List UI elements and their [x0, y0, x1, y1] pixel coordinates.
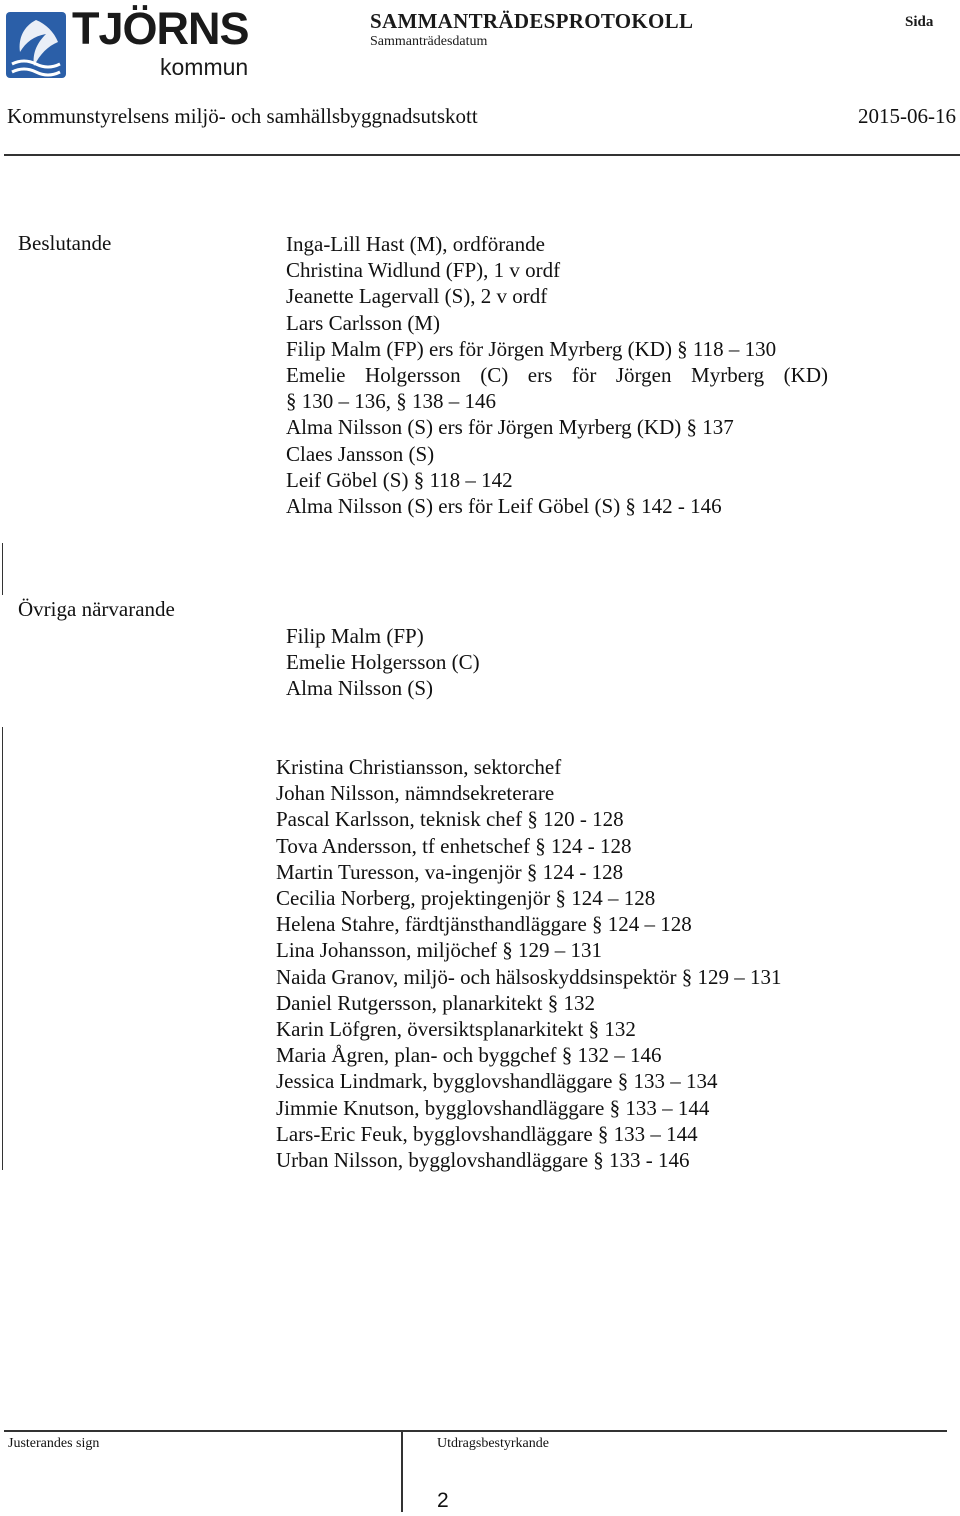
- ovriga-officials-list: [276, 754, 782, 1173]
- signature-label: Justerandes sign: [8, 1436, 100, 1451]
- beslutande-list: [286, 231, 828, 519]
- list-item: Jessica Lindmark, bygglovshandläggare § 133 – 134: [276, 1069, 718, 1094]
- logo-subtitle: kommun: [160, 54, 249, 80]
- extract-certification-label: Utdragsbestyrkande: [437, 1436, 549, 1451]
- list-item: Kristina Christiansson, sektorchef: [276, 755, 562, 779]
- list-item: Claes Jansson (S): [286, 441, 435, 466]
- list-item: Cecilia Norberg, projektingenjör § 124 – 128: [276, 886, 656, 911]
- committee-name: Kommunstyrelsens miljö- och samhällsbyggnadsutskott: [7, 104, 478, 128]
- list-item: Karin Löfgren, översiktsplanarkitekt § 132: [276, 1017, 636, 1042]
- logo-wordmark: TJÖRNS: [72, 3, 249, 54]
- list-item: Lars-Eric Feuk, bygglovshandläggare § 133 – 144: [276, 1121, 698, 1146]
- list-item: Jeanette Lagervall (S), 2 v ordf: [286, 284, 548, 309]
- list-item: Martin Turesson, va-ingenjör § 124 - 128: [276, 859, 624, 884]
- list-item: § 130 – 136, § 138 – 146: [286, 389, 496, 414]
- document-title: SAMMANTRÄDESPROTOKOLL: [370, 9, 694, 33]
- list-item: Pascal Karlsson, teknisk chef § 120 - 128: [276, 807, 624, 832]
- section-label-beslutande: Beslutande: [18, 231, 112, 255]
- list-item: Alma Nilsson (S): [286, 676, 433, 701]
- header-divider: [4, 154, 960, 156]
- page-number: 2: [437, 1489, 449, 1512]
- list-item: Lars Carlsson (M): [286, 310, 440, 335]
- list-item: Daniel Rutgersson, planarkitekt § 132: [276, 990, 596, 1015]
- list-item: Maria Ågren, plan- och byggchef § 132 – 146: [276, 1043, 662, 1068]
- list-item: Urban Nilsson, bygglovshandläggare § 133 - 146: [276, 1148, 690, 1173]
- list-item: Inga-Lill Hast (M), ordförande: [286, 232, 545, 256]
- list-item: Filip Malm (FP) ers för Jörgen Myrberg (KD) § 118 – 130: [286, 336, 777, 361]
- list-item: Naida Granov, miljö- och hälsoskyddsinspektör § 129 – 131: [276, 964, 782, 989]
- list-item: Emelie Holgersson (C) ers för Jörgen Myrberg (KD): [286, 363, 828, 388]
- list-item: Alma Nilsson (S) ers för Jörgen Myrberg (KD) § 137: [286, 415, 734, 440]
- list-item: Filip Malm (FP): [286, 624, 424, 648]
- municipality-crest-icon: [6, 12, 66, 78]
- margin-rule: [2, 543, 3, 595]
- section-label-ovriga: Övriga närvarande: [18, 597, 175, 621]
- page-label: Sida: [905, 14, 934, 30]
- list-item: Leif Göbel (S) § 118 – 142: [286, 467, 513, 492]
- list-item: Lina Johansson, miljöchef § 129 – 131: [276, 938, 603, 963]
- footer-column-divider: [401, 1432, 403, 1512]
- meeting-date-label: Sammanträdesdatum: [370, 34, 488, 49]
- margin-rule: [2, 727, 3, 1170]
- list-item: Emelie Holgersson (C): [286, 650, 480, 675]
- meeting-date: 2015-06-16: [858, 104, 956, 128]
- ovriga-members-list: [286, 623, 480, 702]
- list-item: Johan Nilsson, nämndsekreterare: [276, 781, 555, 806]
- list-item: Helena Stahre, färdtjänsthandläggare § 124 – 128: [276, 912, 692, 937]
- list-item: Tova Andersson, tf enhetschef § 124 - 128: [276, 833, 632, 858]
- list-item: Alma Nilsson (S) ers för Leif Göbel (S) § 142 - 146: [286, 494, 722, 519]
- list-item: Christina Widlund (FP), 1 v ordf: [286, 258, 561, 283]
- footer-divider: [4, 1430, 947, 1432]
- list-item: Jimmie Knutson, bygglovshandläggare § 133 – 144: [276, 1095, 710, 1120]
